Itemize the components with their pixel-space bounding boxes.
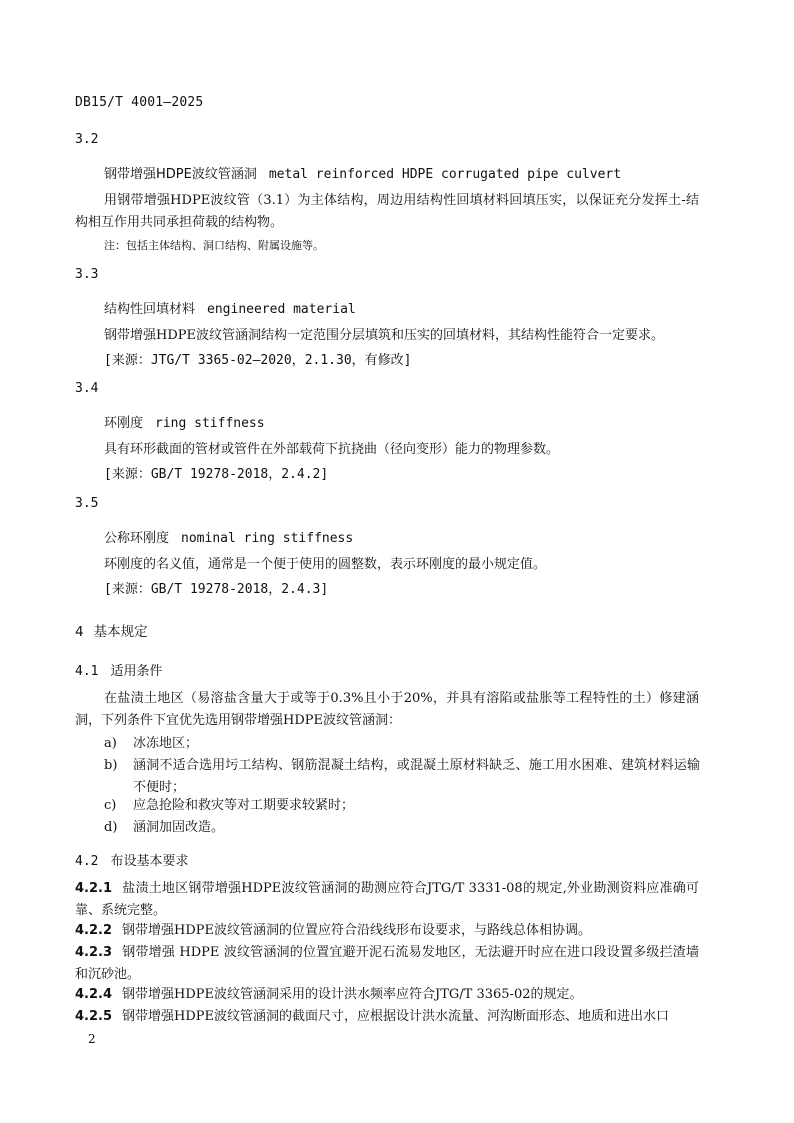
list-item: [104, 733, 700, 755]
term-english: metal reinforced HDPE corrugated pipe culvert: [268, 167, 622, 182]
list-item-text: 应急抢险和救灾等对工期要求较紧时；: [133, 798, 355, 813]
chapter-number: 4: [75, 624, 84, 640]
list-item: [104, 817, 700, 839]
list-item: [104, 795, 700, 817]
definition-text: 环刚度的名义值，通常是一个便于使用的圆整数，表示环刚度的最小规定值。: [104, 557, 547, 572]
clause-text: 盐渍土地区钢带增强HDPE波纹管涵洞的勘测应符合JTG/T 3331-08的规定,外业勘测资料应准确可靠、系统完整。: [75, 881, 699, 918]
section-intro: 在盐渍土地区（易溶盐含量大于或等于0.3%且小于20%，并具有溶陷或盐胀等工程特性的土）修建涵洞，下列条件下宜优先选用钢带增强HDPE波纹管涵洞：: [75, 691, 699, 728]
clause-number: 4.2.5: [75, 1009, 113, 1024]
clause-text: 钢带增强HDPE波纹管涵洞采用的设计洪水频率应符合JTG/T 3365-02的规定。: [122, 987, 583, 1002]
list-marker: a): [104, 736, 117, 751]
section-heading: [75, 850, 189, 869]
list-marker: c): [104, 798, 117, 813]
term-english: nominal ring stiffness: [181, 531, 354, 546]
numbered-clause: [75, 984, 699, 1006]
numbered-clause: [75, 878, 699, 922]
term-english: ring stiffness: [155, 416, 265, 431]
definition-source: [来源：GB/T 19278-2018，2.4.2]: [104, 467, 329, 482]
document-code: DB15/T 4001—2025: [75, 95, 204, 110]
chapter-heading: [75, 620, 148, 640]
definition-text: 具有环形截面的管材或管件在外部载荷下抗挠曲（径向变形）能力的物理参数。: [104, 442, 560, 457]
definition-source: [来源：JTG/T 3365-02—2020，2.1.30，有修改]: [104, 353, 412, 368]
clause-text: 钢带增强HDPE波纹管涵洞的位置应符合沿线线形布设要求，与路线总体相协调。: [122, 923, 592, 938]
clause-number: 3.4: [75, 381, 99, 396]
term-chinese: 公称环刚度: [104, 531, 170, 546]
list-item-text: 涵洞加固改造。: [133, 820, 225, 835]
numbered-clause: [75, 920, 699, 942]
term-heading: [104, 163, 621, 182]
term-heading: [104, 527, 353, 546]
clause-number: 3.5: [75, 496, 99, 511]
term-chinese: 结构性回填材料: [104, 302, 196, 317]
section-heading: [75, 660, 163, 679]
term-chinese: 环刚度: [104, 416, 144, 431]
numbered-clause: [75, 1006, 699, 1028]
section-number: 4.1: [75, 664, 99, 679]
numbered-clause: [75, 942, 699, 986]
clause-number: 3.3: [75, 267, 99, 282]
clause-text: 钢带增强 HDPE 波纹管涵洞的位置宜避开泥石流易发地区，无法避开时应在进口段设置多级拦渣墙和沉砂池。: [75, 945, 699, 982]
definition-text: 用钢带增强HDPE波纹管（3.1）为主体结构，周边用结构性回填材料回填压实，以保证充分发挥土-结构相互作用共同承担荷载的结构物。: [75, 193, 699, 230]
clause-number: 4.2.4: [75, 987, 113, 1002]
list-item: [104, 755, 700, 799]
term-chinese: 钢带增强HDPE波纹管涵洞: [104, 167, 257, 182]
list-item-text: 涵洞不适合选用圬工结构、钢筋混凝土结构，或混凝土原材料缺乏、施工用水困难、建筑材料运输不便时；: [133, 758, 700, 795]
clause-text: 钢带增强HDPE波纹管涵洞的截面尺寸，应根据设计洪水流量、河沟断面形态、地质和进出水口: [122, 1009, 670, 1024]
section-number: 4.2: [75, 854, 99, 869]
term-heading: [104, 298, 356, 317]
clause-number: 4.2.2: [75, 923, 113, 938]
definition-note: 注：包括主体结构、洞口结构、附属设施等。: [104, 239, 324, 252]
definition-source: [来源：GB/T 19278-2018，2.4.3]: [104, 582, 329, 597]
section-title: 适用条件: [110, 664, 163, 679]
page-number: 2: [88, 1032, 96, 1046]
list-item-text: 冰冻地区；: [133, 736, 199, 751]
term-heading: [104, 412, 265, 431]
list-marker: d): [104, 820, 118, 835]
chapter-title: 基本规定: [93, 624, 148, 640]
definition-text: 钢带增强HDPE波纹管涵洞结构一定范围分层填筑和压实的回填材料，其结构性能符合一定要求。: [104, 328, 664, 343]
clause-number: 4.2.1: [75, 881, 113, 896]
section-title: 布设基本要求: [110, 854, 189, 869]
clause-number: 4.2.3: [75, 945, 113, 960]
term-english: engineered material: [207, 302, 356, 317]
list-marker: b): [104, 758, 118, 773]
clause-number: 3.2: [75, 132, 99, 147]
